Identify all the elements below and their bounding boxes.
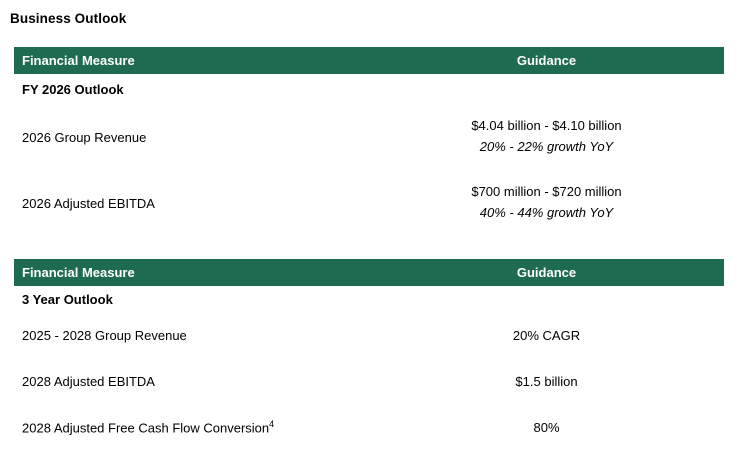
guidance-2026-adjusted-ebitda <box>369 170 724 236</box>
measure-2026-adjusted-ebitda: 2026 Adjusted EBITDA <box>22 195 155 211</box>
measure-2028-adjusted-ebitda: 2028 Adjusted EBITDA <box>22 373 155 389</box>
guidance-2026-group-revenue <box>369 104 724 170</box>
section-guidance-empty <box>369 286 724 312</box>
guidance-2028-adjusted-fcf-conversion <box>369 404 724 450</box>
page-title: Business Outlook <box>10 11 127 26</box>
three-year-outlook-table <box>14 259 724 450</box>
measure-2028-adjusted-fcf-conversion <box>14 404 369 450</box>
guidance-growth-note: 40% - 44% growth YoY <box>479 205 614 220</box>
footnote-reference: 4 <box>269 418 275 429</box>
section-label: 3 Year Outlook <box>22 291 113 307</box>
section-row-fy2026 <box>14 74 724 104</box>
table-header-row <box>14 47 724 74</box>
table-row <box>14 170 724 236</box>
guidance-2025-2028-group-revenue <box>369 312 724 358</box>
column-header-financial-measure: Financial Measure <box>14 259 369 286</box>
measure-2026-group-revenue: 2026 Group Revenue <box>22 129 147 145</box>
column-header-guidance: Guidance <box>369 47 724 74</box>
column-header-guidance: Guidance <box>369 259 724 286</box>
table-header-row <box>14 259 724 286</box>
measure-2025-2028-group-revenue: 2025 - 2028 Group Revenue <box>22 327 187 343</box>
section-guidance-empty <box>369 74 724 104</box>
section-row-3-year <box>14 286 724 312</box>
measure-text: 2028 Adjusted Free Cash Flow Conversion <box>22 420 270 436</box>
section-label: FY 2026 Outlook <box>22 81 124 97</box>
table-row <box>14 358 724 404</box>
fy2026-outlook-table <box>14 47 724 236</box>
table-row <box>14 104 724 170</box>
guidance-growth-note: 20% - 22% growth YoY <box>479 139 614 154</box>
guidance-value: $4.04 billion - $4.10 billion <box>471 118 622 133</box>
table-row <box>14 404 724 450</box>
guidance-value: 80% <box>533 419 560 435</box>
guidance-value: $1.5 billion <box>515 373 578 389</box>
guidance-value: 20% CAGR <box>512 327 581 343</box>
guidance-value: $700 million - $720 million <box>471 184 622 199</box>
table-row <box>14 312 724 358</box>
column-header-financial-measure: Financial Measure <box>14 47 369 74</box>
guidance-2028-adjusted-ebitda <box>369 358 724 404</box>
